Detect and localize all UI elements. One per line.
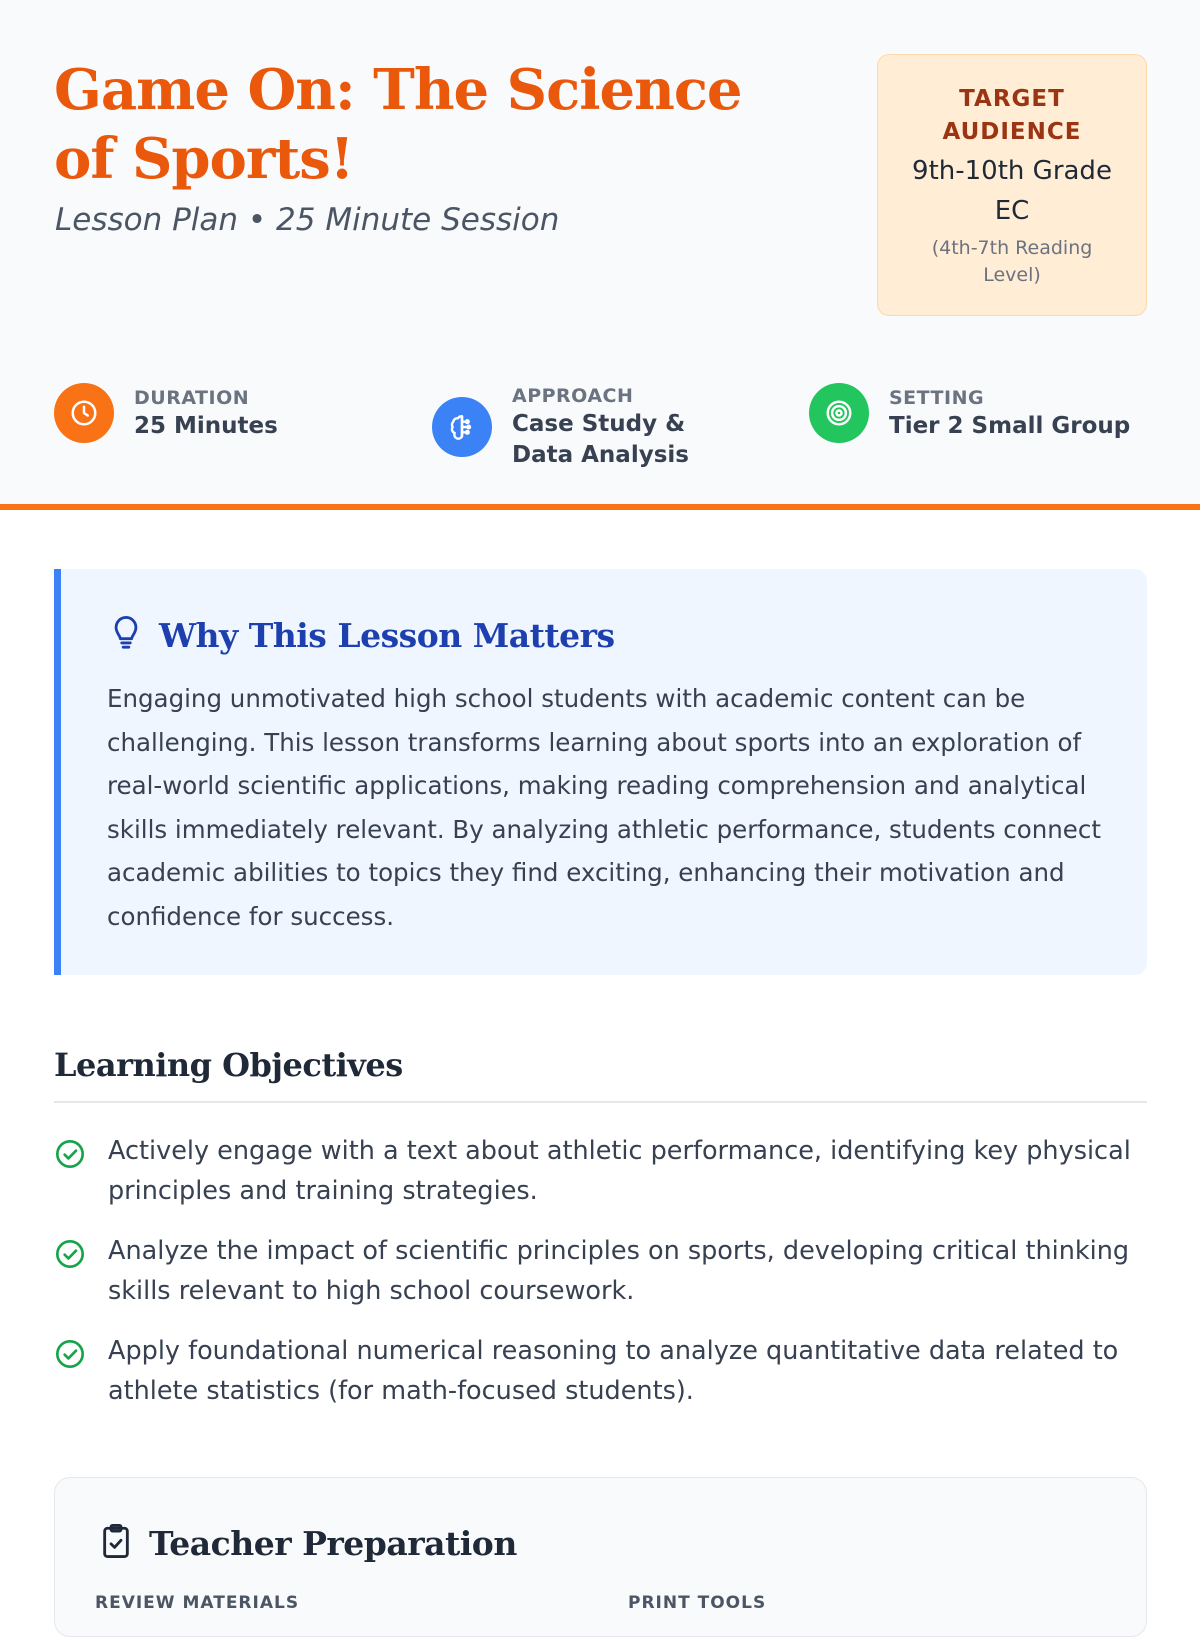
brain-icon (432, 397, 492, 457)
list-item (54, 1231, 1147, 1311)
target-icon (809, 383, 869, 443)
meta-label: SETTING (889, 386, 985, 409)
clock-icon (54, 383, 114, 443)
audience-grade: 9th-10th Grade EC (912, 156, 1112, 226)
objective-text: Analyze the impact of scientific principles on sports, developing critical thinking skills relevant to high school coursework. (108, 1236, 1130, 1306)
target-audience-card (877, 54, 1147, 316)
meta-label: APPROACH (512, 385, 634, 407)
meta-duration (54, 383, 394, 443)
section-title: Teacher Preparation (149, 1524, 517, 1563)
objective-text: Apply foundational numerical reasoning to analyze quantitative data related to athlete statistics (for math-focused students). (108, 1336, 1119, 1406)
why-this-lesson-matters (54, 569, 1147, 975)
objectives-list (54, 1131, 1147, 1431)
meta-label: DURATION (134, 386, 250, 409)
section-body: Engaging unmotivated high school students with academic content can be challenging. This lesson transforms learning about sports into an exploration of real-world scientific applications, making reading comprehension and analytical skills immediately relevant. By analyzing athletic performance, students connect academic abilities to topics they find exciting, enhancing their motivation and confidence for success. (107, 684, 1101, 931)
divider (54, 1101, 1147, 1103)
audience-label: TARGET AUDIENCE (942, 86, 1082, 145)
learning-objectives-title: Learning Objectives (54, 1046, 403, 1084)
check-circle-icon (54, 1238, 86, 1270)
page-title: Game On: The Science of Sports! (54, 57, 742, 192)
meta-value: Tier 2 Small Group (889, 412, 1131, 439)
print-tools-heading: PRINT TOOLS (628, 1593, 767, 1613)
clipboard-check-icon (99, 1522, 133, 1565)
objective-text: Actively engage with a text about athletic performance, identifying key physical principles and training strategies. (108, 1136, 1131, 1206)
check-circle-icon (54, 1138, 86, 1170)
lightbulb-icon (109, 613, 143, 658)
meta-value: 25 Minutes (134, 412, 278, 439)
list-item (54, 1131, 1147, 1211)
list-item (54, 1331, 1147, 1411)
teacher-preparation-card (54, 1477, 1147, 1637)
lesson-header (0, 0, 1200, 510)
page-subtitle: Lesson Plan • 25 Minute Session (55, 202, 560, 238)
section-title: Why This Lesson Matters (159, 616, 615, 655)
audience-reading-level: (4th-7th Reading Level) (931, 237, 1093, 286)
review-materials-heading: REVIEW MATERIALS (95, 1593, 300, 1613)
meta-setting (809, 383, 1179, 443)
check-circle-icon (54, 1338, 86, 1370)
meta-approach (432, 383, 752, 471)
meta-value: Case Study & Data Analysis (512, 411, 689, 468)
